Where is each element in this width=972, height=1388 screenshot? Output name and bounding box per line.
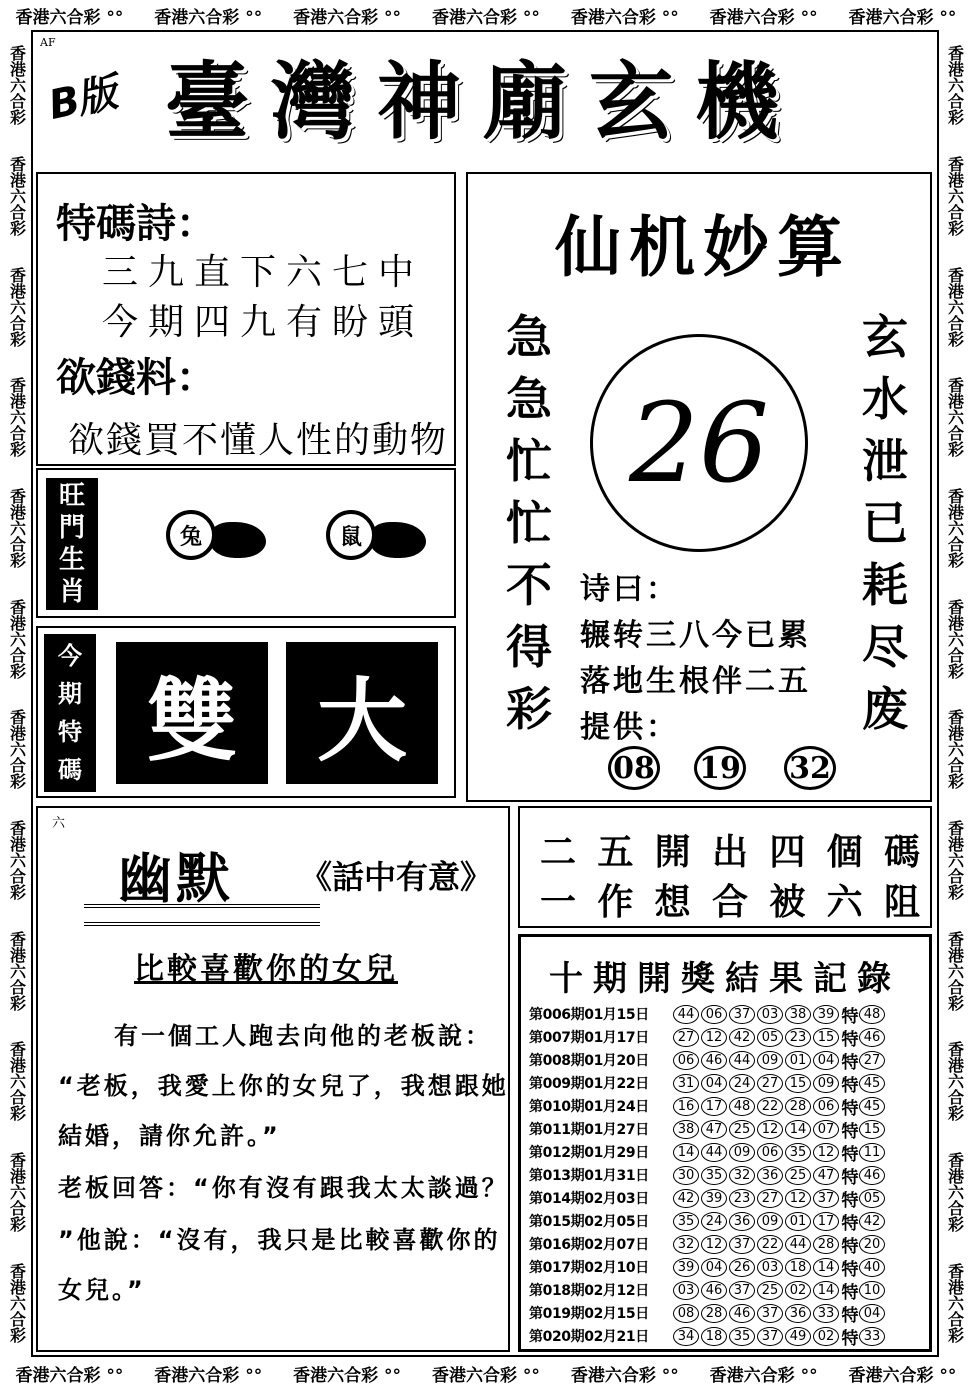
border-text: 香港六合彩 °°: [293, 7, 402, 28]
result-number: 01: [785, 1051, 811, 1070]
result-number: 47: [813, 1166, 839, 1185]
result-row: [529, 1279, 887, 1301]
story-line-2: “老板，我愛上你的女兒了，我想跟她: [58, 1072, 509, 1100]
result-number: 27: [757, 1074, 783, 1093]
result-number: 22: [757, 1235, 783, 1254]
result-number: 01: [785, 1212, 811, 1231]
result-number: 28: [813, 1235, 839, 1254]
result-number: 25: [757, 1281, 783, 1300]
result-period: 第006期01月15日: [529, 1007, 649, 1023]
result-number: 44: [785, 1235, 811, 1254]
special-label-char: 今: [58, 642, 82, 670]
result-number: 38: [785, 1005, 811, 1024]
result-row: [529, 1210, 887, 1232]
special-label: 特: [841, 1236, 859, 1257]
border-text: 香港六合彩: [945, 45, 965, 126]
hint-char: 出: [711, 832, 748, 873]
result-row: [529, 1118, 887, 1140]
result-row: [529, 1026, 887, 1048]
border-text: 香港六合彩: [7, 45, 27, 126]
result-number: 44: [701, 1143, 727, 1162]
border-text: 香港六合彩: [945, 1151, 965, 1232]
result-number: 24: [701, 1212, 727, 1231]
special-label: 特: [841, 1121, 859, 1142]
xian-title: 仙机妙算: [555, 209, 851, 286]
xian-right-char: 尽: [862, 620, 908, 674]
hint-box: [518, 806, 932, 928]
result-number: 28: [785, 1097, 811, 1116]
result-period: 第012期01月29日: [529, 1145, 649, 1161]
result-number: 37: [757, 1327, 783, 1346]
result-number: 22: [757, 1097, 783, 1116]
poem-box: [36, 172, 456, 466]
result-number: 04: [813, 1051, 839, 1070]
hint-char: 四: [769, 832, 806, 873]
hint-char: 六: [826, 882, 863, 923]
xian-left-char: 得: [506, 620, 552, 674]
result-row: [529, 1049, 887, 1071]
result-special-number: 11: [859, 1143, 885, 1162]
border-text: 香港六合彩: [7, 1151, 27, 1232]
result-number: 24: [729, 1074, 755, 1093]
results-title: 十期開獎結果記錄: [549, 959, 901, 999]
result-period: 第020期02月21日: [529, 1329, 649, 1345]
result-number: 14: [813, 1281, 839, 1300]
result-number: 46: [701, 1051, 727, 1070]
special-label: 特: [841, 1075, 859, 1096]
zodiac-label-char: 旺: [58, 481, 85, 511]
xian-left-char: 彩: [506, 682, 552, 736]
result-number: 07: [813, 1120, 839, 1139]
border-text: 香港六合彩: [7, 598, 27, 679]
xian-left-char: 急: [506, 310, 552, 364]
wave-divider: [84, 904, 320, 926]
hint-char: 個: [826, 832, 863, 873]
result-special-number: 04: [859, 1304, 885, 1323]
result-row: [529, 1233, 887, 1255]
result-number: 04: [701, 1258, 727, 1277]
result-number: 08: [673, 1304, 699, 1323]
zodiac-animal-1: 兔: [166, 510, 216, 560]
zodiac-label-char: 肖: [58, 577, 85, 607]
money-line: 欲錢買不懂人性的動物: [68, 420, 449, 461]
result-number: 35: [785, 1143, 811, 1162]
border-text: 香港六合彩 °°: [431, 7, 540, 28]
result-number: 35: [729, 1327, 755, 1346]
rat-icon: [370, 522, 426, 558]
result-number: 37: [729, 1005, 755, 1024]
result-number: 25: [785, 1166, 811, 1185]
story-line-1: 有一個工人跑去向他的老板說：: [114, 1022, 492, 1050]
border-text: 香港六合彩 °°: [709, 7, 818, 28]
result-number: 27: [757, 1189, 783, 1208]
result-number: 12: [785, 1189, 811, 1208]
zodiac-label: [46, 478, 98, 610]
border-right: [940, 30, 970, 1358]
border-text: 香港六合彩 °°: [848, 7, 957, 28]
result-number: 23: [729, 1189, 755, 1208]
result-period: 第009期01月22日: [529, 1076, 649, 1092]
result-number: 12: [701, 1028, 727, 1047]
result-period: 第017期02月10日: [529, 1260, 649, 1276]
story-title: 比較喜歡你的女兒: [134, 952, 398, 987]
result-number: 44: [729, 1051, 755, 1070]
border-text: 香港六合彩: [945, 930, 965, 1011]
result-number: 42: [673, 1189, 699, 1208]
border-text: 香港六合彩: [945, 155, 965, 236]
result-special-number: 15: [859, 1120, 885, 1139]
result-row: [529, 1187, 887, 1209]
result-number: 12: [701, 1235, 727, 1254]
result-special-number: 05: [859, 1189, 885, 1208]
special-label: 特: [841, 1029, 859, 1050]
result-period: 第007期01月17日: [529, 1030, 649, 1046]
special-label: 特: [841, 1006, 859, 1027]
result-special-number: 42: [859, 1212, 885, 1231]
result-number: 15: [785, 1074, 811, 1093]
border-text: 香港六合彩 °°: [15, 7, 124, 28]
xian-right-char: 耗: [862, 558, 908, 612]
result-number: 30: [673, 1166, 699, 1185]
border-text: 香港六合彩 °°: [154, 7, 263, 28]
result-special-number: 33: [859, 1327, 885, 1346]
result-number: 39: [813, 1005, 839, 1024]
zodiac-label-char: 門: [58, 513, 85, 543]
result-number: 33: [813, 1304, 839, 1323]
border-text: 香港六合彩: [7, 155, 27, 236]
border-text: 香港六合彩: [7, 377, 27, 458]
border-text: 香港六合彩 °°: [154, 1365, 263, 1386]
corner-mark: AF: [40, 36, 56, 49]
result-number: 17: [701, 1097, 727, 1116]
result-special-number: 10: [859, 1281, 885, 1300]
special-label: 特: [841, 1328, 859, 1349]
result-number: 42: [729, 1028, 755, 1047]
result-number: 27: [673, 1028, 699, 1047]
border-text: 香港六合彩: [945, 1041, 965, 1122]
page-title: 臺灣神廟玄機: [165, 53, 802, 151]
result-period: 第016期02月07日: [529, 1237, 649, 1253]
result-number: 02: [785, 1281, 811, 1300]
result-number: 32: [673, 1235, 699, 1254]
xian-right-char: 泄: [862, 434, 908, 488]
result-special-number: 45: [859, 1097, 885, 1116]
hint-row-1: [540, 824, 920, 875]
result-number: 18: [785, 1258, 811, 1277]
result-special-number: 40: [859, 1258, 885, 1277]
result-number: 47: [701, 1120, 727, 1139]
result-number: 18: [701, 1327, 727, 1346]
result-period: 第018期02月12日: [529, 1283, 649, 1299]
result-number: 39: [701, 1189, 727, 1208]
result-number: 16: [673, 1097, 699, 1116]
story-line-6: 女兒。”: [58, 1276, 146, 1304]
result-special-number: 20: [859, 1235, 885, 1254]
special-label: 特: [841, 1098, 859, 1119]
xian-right-char: 玄: [862, 310, 908, 364]
xian-box: [466, 172, 932, 802]
border-text: 香港六合彩: [7, 266, 27, 347]
edition-badge: B版: [44, 70, 120, 129]
result-number: 14: [785, 1120, 811, 1139]
poem-line-1: 三九直下六七中: [102, 252, 425, 293]
result-number: 35: [673, 1212, 699, 1231]
hint-char: 二: [540, 832, 577, 873]
story-line-5: ”他說：“沒有，我只是比較喜歡你的: [58, 1226, 501, 1254]
results-box: [518, 934, 932, 1352]
result-number: 46: [729, 1304, 755, 1323]
result-period: 第015期02月05日: [529, 1214, 649, 1230]
border-text: 香港六合彩 °°: [431, 1365, 540, 1386]
hint-char: 被: [769, 882, 806, 923]
xian-poem-line-2: 落地生根伴二五: [580, 664, 811, 699]
xian-provide-label: 提供：: [580, 710, 679, 745]
xian-right-char: 已: [862, 496, 908, 550]
border-text: 香港六合彩: [7, 1041, 27, 1122]
result-number: 03: [673, 1281, 699, 1300]
humor-title: 幽默: [118, 847, 234, 910]
special-label: 特: [841, 1282, 859, 1303]
result-row: [529, 1003, 887, 1025]
result-special-number: 48: [859, 1005, 885, 1024]
result-number: 36: [785, 1304, 811, 1323]
special-label: 特: [841, 1259, 859, 1280]
special-box: [36, 626, 456, 798]
result-number: 09: [813, 1074, 839, 1093]
result-number: 03: [757, 1005, 783, 1024]
hint-char: 五: [597, 832, 634, 873]
special-label: [44, 634, 96, 792]
xian-right-char: 废: [862, 682, 908, 736]
hint-char: 作: [597, 882, 634, 923]
border-left: [2, 30, 32, 1358]
result-number: 39: [673, 1258, 699, 1277]
xian-left-char: 不: [506, 558, 552, 612]
xian-number: 32: [784, 746, 836, 790]
result-special-number: 46: [859, 1028, 885, 1047]
special-label: 特: [841, 1305, 859, 1326]
result-number: 15: [813, 1028, 839, 1047]
result-number: 09: [757, 1212, 783, 1231]
poem-label: 特碼詩：: [56, 201, 216, 247]
xian-left-char: 忙: [506, 496, 552, 550]
hint-char: 阻: [883, 882, 920, 923]
border-top: [0, 0, 972, 30]
result-number: 09: [729, 1143, 755, 1162]
result-number: 28: [701, 1304, 727, 1323]
result-period: 第011期01月27日: [529, 1122, 649, 1138]
result-number: 44: [673, 1005, 699, 1024]
hint-char: 合: [711, 882, 748, 923]
result-number: 06: [757, 1143, 783, 1162]
special-label-char: 期: [58, 680, 82, 708]
result-number: 46: [701, 1281, 727, 1300]
result-number: 48: [729, 1097, 755, 1116]
xian-right-char: 水: [862, 372, 908, 426]
special-label-char: 碼: [58, 756, 82, 784]
result-row: [529, 1256, 887, 1278]
border-bottom: [0, 1358, 972, 1388]
result-number: 34: [673, 1327, 699, 1346]
xian-left-char: 急: [506, 372, 552, 426]
special-label: 特: [841, 1213, 859, 1234]
xian-number: 08: [608, 746, 660, 790]
result-row: [529, 1325, 887, 1347]
xian-poem-label: 诗曰：: [580, 572, 679, 607]
result-row: [529, 1141, 887, 1163]
xian-left-char: 忙: [506, 434, 552, 488]
special-pick-1: 雙: [116, 642, 268, 784]
border-text: 香港六合彩: [945, 709, 965, 790]
border-text: 香港六合彩: [945, 1262, 965, 1343]
result-number: 32: [729, 1166, 755, 1185]
poem-line-2: 今期四九有盼頭: [102, 302, 425, 343]
hint-char: 碼: [883, 832, 920, 873]
result-number: 12: [813, 1143, 839, 1162]
border-text: 香港六合彩 °°: [15, 1365, 124, 1386]
humor-corner-mark: 六: [52, 816, 66, 831]
result-number: 06: [673, 1051, 699, 1070]
border-text: 香港六合彩: [945, 266, 965, 347]
result-number: 31: [673, 1074, 699, 1093]
border-text: 香港六合彩 °°: [570, 7, 679, 28]
result-number: 37: [729, 1235, 755, 1254]
border-text: 香港六合彩: [945, 819, 965, 900]
result-number: 14: [813, 1258, 839, 1277]
zodiac-box: [36, 468, 456, 618]
result-number: 37: [757, 1304, 783, 1323]
result-number: 26: [729, 1258, 755, 1277]
hint-row-2: [540, 874, 920, 925]
xian-poem-line-1: 辗转三八今已累: [580, 618, 811, 653]
xian-left-column: [506, 306, 552, 740]
circle-number: 26: [590, 334, 808, 552]
zodiac-label-char: 生: [58, 545, 85, 575]
result-period: 第019期02月15日: [529, 1306, 649, 1322]
humor-box: [36, 806, 510, 1352]
border-text: 香港六合彩: [7, 709, 27, 790]
story-line-3: 結婚，請你允許。”: [58, 1122, 281, 1150]
xian-number: 19: [694, 746, 746, 790]
humor-subtitle: 《話中有意》: [300, 858, 493, 896]
result-row: [529, 1302, 887, 1324]
result-number: 38: [673, 1120, 699, 1139]
result-number: 06: [701, 1005, 727, 1024]
result-period: 第014期02月03日: [529, 1191, 649, 1207]
result-row: [529, 1095, 887, 1117]
border-text: 香港六合彩: [945, 487, 965, 568]
hint-char: 一: [540, 882, 577, 923]
border-text: 香港六合彩: [945, 598, 965, 679]
special-label-char: 特: [58, 718, 82, 746]
result-number: 02: [813, 1327, 839, 1346]
result-number: 37: [729, 1281, 755, 1300]
hint-char: 開: [654, 832, 691, 873]
border-text: 香港六合彩 °°: [709, 1365, 818, 1386]
border-text: 香港六合彩: [7, 819, 27, 900]
result-number: 14: [673, 1143, 699, 1162]
result-number: 37: [813, 1189, 839, 1208]
special-label: 特: [841, 1167, 859, 1188]
border-text: 香港六合彩: [7, 1262, 27, 1343]
result-row: [529, 1164, 887, 1186]
hint-char: 想: [654, 882, 691, 923]
special-pick-2: 大: [286, 642, 438, 784]
border-text: 香港六合彩: [7, 487, 27, 568]
result-number: 06: [813, 1097, 839, 1116]
result-number: 23: [785, 1028, 811, 1047]
zodiac-animal-2: 鼠: [326, 510, 376, 560]
result-period: 第008期01月20日: [529, 1053, 649, 1069]
special-label: 特: [841, 1190, 859, 1211]
rabbit-icon: [210, 522, 266, 558]
result-period: 第013期01月31日: [529, 1168, 649, 1184]
result-number: 03: [757, 1258, 783, 1277]
result-number: 25: [729, 1120, 755, 1139]
special-label: 特: [841, 1144, 859, 1165]
result-number: 35: [701, 1166, 727, 1185]
money-label: 欲錢料：: [56, 355, 216, 401]
border-text: 香港六合彩 °°: [570, 1365, 679, 1386]
result-number: 36: [729, 1212, 755, 1231]
result-row: [529, 1072, 887, 1094]
border-text: 香港六合彩 °°: [848, 1365, 957, 1386]
result-special-number: 45: [859, 1074, 885, 1093]
result-number: 09: [757, 1051, 783, 1070]
border-text: 香港六合彩: [7, 930, 27, 1011]
result-period: 第010期01月24日: [529, 1099, 649, 1115]
story-line-4: 老板回答：“你有沒有跟我太太談過？: [58, 1174, 509, 1202]
xian-right-column: [862, 306, 908, 740]
special-label: 特: [841, 1052, 859, 1073]
result-number: 17: [813, 1212, 839, 1231]
result-number: 36: [757, 1166, 783, 1185]
border-text: 香港六合彩: [945, 377, 965, 458]
border-text: 香港六合彩 °°: [293, 1365, 402, 1386]
result-number: 05: [757, 1028, 783, 1047]
result-special-number: 46: [859, 1166, 885, 1185]
result-number: 04: [701, 1074, 727, 1093]
result-number: 12: [757, 1120, 783, 1139]
result-number: 49: [785, 1327, 811, 1346]
result-special-number: 27: [859, 1051, 885, 1070]
